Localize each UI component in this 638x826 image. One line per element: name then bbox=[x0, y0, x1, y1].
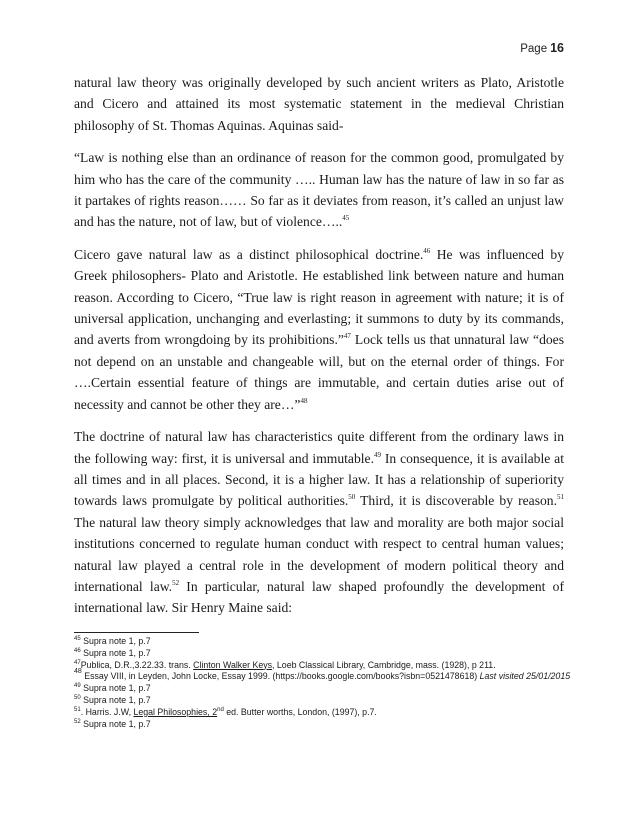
footnote-divider bbox=[74, 632, 199, 633]
footnotes bbox=[74, 636, 574, 730]
footnote-51 bbox=[74, 707, 574, 719]
paragraph-4 bbox=[74, 426, 564, 619]
footnote-49 bbox=[74, 683, 574, 695]
footnote-text: . Harris. J.W, bbox=[80, 706, 134, 717]
footnote-number: 49 bbox=[74, 683, 81, 690]
footnote-ref[interactable]: 45 bbox=[342, 214, 350, 223]
footnote-number: 46 bbox=[74, 647, 81, 654]
footnote-number: 48 bbox=[74, 668, 82, 676]
footnote-number: 47 bbox=[74, 659, 81, 666]
footnote-number: 45 bbox=[74, 636, 81, 642]
footnote-text: ed. Butter worths, London, (1997), p.7. bbox=[223, 706, 377, 717]
footnote-50 bbox=[74, 695, 574, 707]
paragraph-4-text: The doctrine of natural law has characteristics quite different from the ordinary laws in the following way: first, it is universal and immutable. bbox=[74, 429, 564, 466]
paragraph-4-text: In consequence, it is available at all times and in all places. Second, it is a higher law. It has a relationship of superiority towards laws promulgate by political authorities. bbox=[74, 450, 564, 509]
paragraph-4-text: Third, it is discoverable by reason. bbox=[355, 493, 558, 509]
footnote-46 bbox=[74, 648, 574, 660]
footnote-number: 52 bbox=[74, 718, 81, 725]
paragraph-2-text: “Law is nothing else than an ordinance of reason for the common good, promulgated by him who has the care of the community ….. Human law has the nature of law in so far as it partakes of rights reason…… So far as it deviates from reason, it’s called an unjust law and has the nature, not of law, but of violence….. bbox=[74, 150, 564, 230]
paragraph-4-text: In particular, natural law shaped profoundly the development of international law. Sir Henry Maine said: bbox=[74, 578, 564, 616]
footnote-text: Supra note 1, p.7 bbox=[80, 636, 151, 646]
footnote-text: Supra note 1, p.7 bbox=[80, 683, 151, 694]
paragraph-3 bbox=[74, 244, 564, 415]
body-text bbox=[74, 72, 564, 630]
footnote-47 bbox=[74, 660, 574, 672]
footnote-text: , Loeb Classical Library, Cambridge, mass. (1928), p 211. bbox=[272, 659, 496, 670]
footnote-ref[interactable]: 48 bbox=[300, 396, 308, 405]
footnote-ref[interactable]: 52 bbox=[172, 578, 180, 587]
footnote-citation-link[interactable]: Clinton Walker Keys bbox=[193, 659, 273, 670]
paragraph-3-text: Lock tells us that unnatural law “does not depend on an unstable and changeable will, but on the eternal order of things. For ….Certain essential feature of things are immutable, and certain duties arise out of necessity and cannot be other they are…” bbox=[74, 332, 564, 412]
footnote-text: Supra note 1, p.7 bbox=[80, 694, 151, 705]
page-header bbox=[520, 41, 564, 55]
footnote-ref[interactable]: 49 bbox=[373, 450, 381, 459]
footnote-text: Supra note 1, p.7 bbox=[80, 647, 151, 658]
footnote-text: Essay VIII, in Leyden, John Locke, Essay 1999. (https://books.google.com/books?isbn=0521478618) bbox=[81, 671, 480, 682]
paragraph-4-text: The natural law theory simply acknowledges that law and morality are both major social institutions concerned to regulate human conduct with respect to central human values; natural law played a central role in the development of modern political theory and international law. bbox=[74, 514, 564, 594]
footnote-number: 50 bbox=[74, 694, 81, 701]
footnote-ref[interactable]: 47 bbox=[343, 332, 351, 341]
footnote-visited-date: Last visited 25/01/2015 bbox=[479, 671, 571, 682]
footnote-ref[interactable]: 46 bbox=[423, 246, 431, 255]
paragraph-2-quote bbox=[74, 147, 564, 233]
footnote-45 bbox=[74, 636, 574, 648]
paragraph-1 bbox=[74, 72, 564, 136]
paragraph-1-text: natural law theory was originally developed by such ancient writers as Plato, Aristotle and Cicero and attained its most systematic statement in the medieval Christian philosophy of St. Thomas Aquinas. Aquinas said- bbox=[74, 75, 564, 133]
footnote-text: Publica, D.R.,3.22.33. trans. bbox=[80, 659, 194, 670]
footnote-number: 51 bbox=[74, 706, 81, 713]
footnote-ordinal: nd bbox=[217, 706, 224, 713]
footnote-text: Supra note 1, p.7 bbox=[80, 718, 151, 729]
page-label: Page bbox=[520, 43, 548, 55]
footnote-citation-link[interactable]: Legal Philosophies, 2 bbox=[133, 706, 218, 717]
footnote-ref[interactable]: 50 bbox=[348, 493, 356, 502]
footnote-48 bbox=[74, 668, 574, 683]
paragraph-3-text: He was influenced by Greek philosophers- Plato and Aristotle. He established link between nature and human reason. According to Cicero, “True law is right reason in agreement with nature; it is of universal application, unchanging and everlasting; it summons to duty by its commands, and averts from wrongdoing by its prohibitions.” bbox=[74, 246, 564, 348]
paragraph-3-text: Cicero gave natural law as a distinct philosophical doctrine. bbox=[74, 246, 424, 262]
page-number: 16 bbox=[550, 41, 564, 55]
footnote-ref[interactable]: 51 bbox=[557, 493, 565, 502]
footnote-52 bbox=[74, 719, 574, 731]
